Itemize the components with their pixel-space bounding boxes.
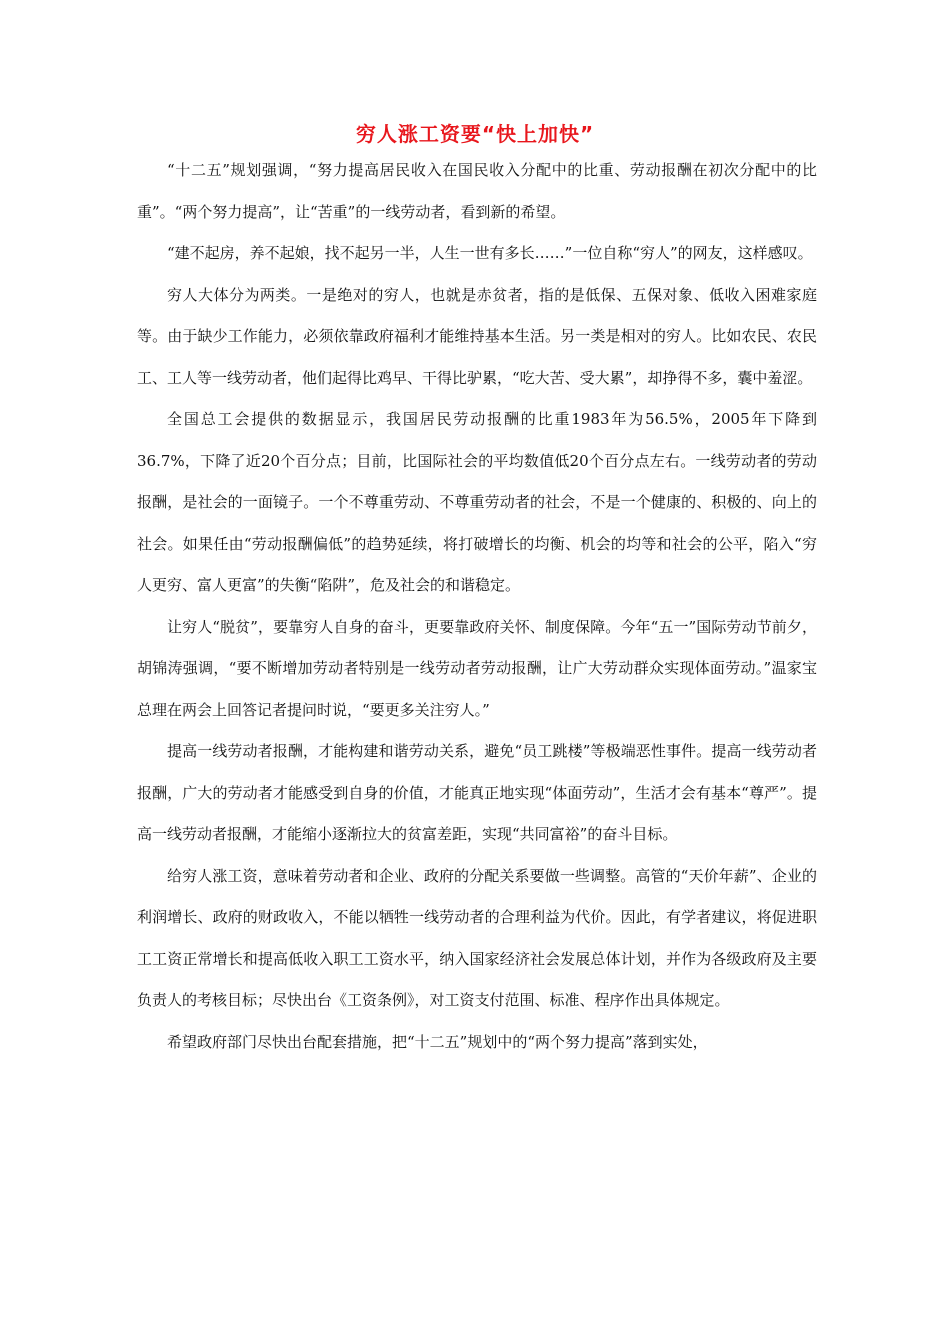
document-body [137, 150, 817, 1063]
paragraph: 让穷人“脱贫”，要靠穷人自身的奋斗，更要靠政府关怀、制度保障。今年“五一”国际劳动节前夕，胡锦涛强调，“要不断增加劳动者特别是一线劳动者劳动报酬，让广大劳动群众实现体面劳动。”温家宝总理在两会上回答记者提问时说，“要更多关注穷人。” [137, 617, 817, 719]
paragraph: 全国总工会提供的数据显示，我国居民劳动报酬的比重1983年为56.5%，2005年下降到36.7%，下降了近20个百分点；目前，比国际社会的平均数值低20个百分点左右。一线劳动者的劳动报酬，是社会的一面镜子。一个不尊重劳动、不尊重劳动者的社会，不是一个健康的、积极的、向上的社会。如果任由“劳动报酬偏低”的趋势延续，将打破增长的均衡、机会的均等和社会的公平，陷入“穷人更穷、富人更富”的失衡“陷阱”，危及社会的和谐稳定。 [137, 410, 817, 594]
paragraph: “建不起房，养不起娘，找不起另一半，人生一世有多长……”一位自称“穷人”的网友，这样感叹。 [167, 244, 813, 262]
paragraph: 提高一线劳动者报酬，才能构建和谐劳动关系，避免“员工跳楼”等极端恶性事件。提高一线劳动者报酬，广大的劳动者才能感受到自身的价值，才能真正地实现“体面劳动”，生活才会有基本“尊严”。提高一线劳动者报酬，才能缩小逐渐拉大的贫富差距，实现“共同富裕”的奋斗目标。 [137, 742, 817, 843]
paragraph: 希望政府部门尽快出台配套措施，把“十二五”规划中的“两个努力提高”落到实处， [167, 1032, 708, 1051]
paragraph: “十二五”规划强调，“努力提高居民收入在国民收入分配中的比重、劳动报酬在初次分配中的比重”。“两个努力提高”，让“苦重”的一线劳动者，看到新的希望。 [137, 161, 817, 221]
document-title: 穷人涨工资要“快上加快” [355, 122, 595, 146]
paragraph: 给穷人涨工资，意味着劳动者和企业、政府的分配关系要做一些调整。高管的“天价年薪”、企业的利润增长、政府的财政收入，不能以牺牲一线劳动者的合理利益为代价。因此，有学者建议，将促进职工工资正常增长和提高低收入职工工资水平，纳入国家经济社会发展总体计划，并作为各级政府及主要负责人的考核目标；尽快出台《工资条例》，对工资支付范围、标准、程序作出具体规定。 [137, 866, 817, 1009]
paragraph: 穷人大体分为两类。一是绝对的穷人，也就是赤贫者，指的是低保、五保对象、低收入困难家庭等。由于缺少工作能力，必须依靠政府福利才能维持基本生活。另一类是相对的穷人。比如农民、农民工、工人等一线劳动者，他们起得比鸡早、干得比驴累，“吃大苦、受大累”，却挣得不多，囊中羞涩。 [137, 285, 817, 387]
